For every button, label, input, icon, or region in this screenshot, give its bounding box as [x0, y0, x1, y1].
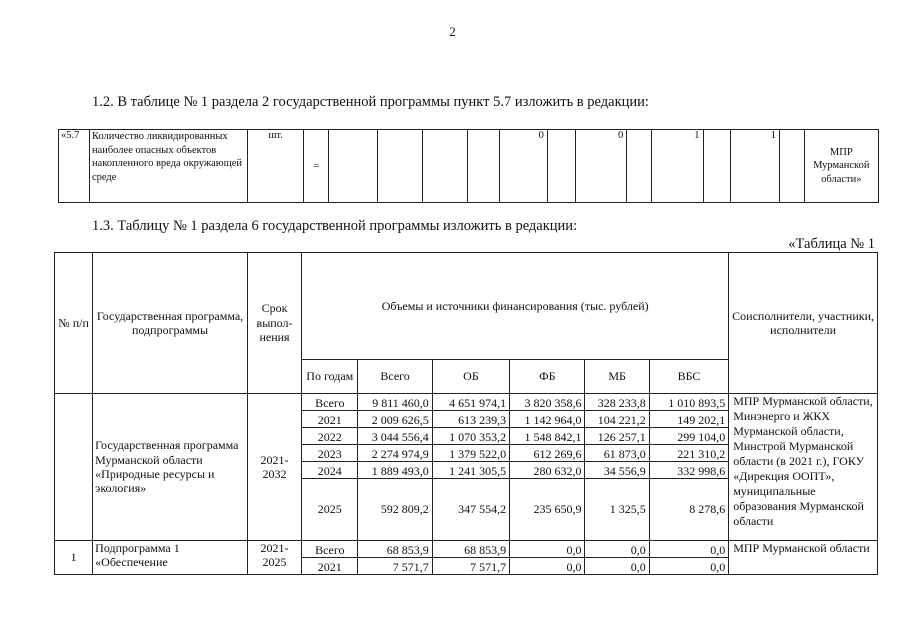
ob-cell: 7 571,7: [432, 558, 509, 575]
vbs-cell: 299 104,0: [649, 428, 728, 445]
value-cell: [779, 130, 804, 203]
value-cell: 0: [575, 130, 627, 203]
fb-cell: 1 548 842,1: [510, 428, 585, 445]
header-ob: ОБ: [432, 360, 509, 394]
value-cell: 0: [500, 130, 547, 203]
mb-cell: 104 221,2: [585, 411, 649, 428]
year-cell: 2021: [302, 558, 358, 575]
total-cell: 2 274 974,9: [358, 445, 432, 462]
table-item-5-7: [58, 129, 879, 203]
paragraph-1-2: 1.2. В таблице № 1 раздела 2 государственной программы пункт 5.7 изложить в редакции:: [92, 94, 649, 110]
eq-cell: =: [304, 130, 329, 203]
responsible-cell: МПР Мурманской области»: [804, 130, 878, 203]
subprogram-num: 1: [55, 541, 93, 575]
fb-cell: 235 650,9: [510, 479, 585, 541]
vbs-cell: 149 202,1: [649, 411, 728, 428]
mb-cell: 0,0: [585, 541, 649, 558]
total-cell: 68 853,9: [358, 541, 432, 558]
fb-cell: 612 269,6: [510, 445, 585, 462]
mb-cell: 1 325,5: [585, 479, 649, 541]
value-cell: [703, 130, 731, 203]
header-vbs: ВБС: [649, 360, 728, 394]
fb-cell: 0,0: [510, 558, 585, 575]
table-row: [55, 394, 878, 411]
subprogram-name: Подпрограмма 1 «Обеспечение: [93, 541, 248, 575]
page-number: 2: [449, 24, 456, 39]
value-cell: [377, 130, 422, 203]
mb-cell: 328 233,8: [585, 394, 649, 411]
header-by-year: По годам: [302, 360, 358, 394]
value-cell: [468, 130, 500, 203]
year-cell: 2024: [302, 462, 358, 479]
header-term: Срок выпол-нения: [247, 253, 301, 394]
vbs-cell: 0,0: [649, 558, 728, 575]
header-total: Всего: [358, 360, 432, 394]
paragraph-1-3: 1.3. Таблицу № 1 раздела 6 государственной программы изложить в редакции:: [92, 218, 578, 234]
value-cell: [547, 130, 575, 203]
ob-cell: 613 239,3: [432, 411, 509, 428]
program-name: Государственная программа Мурманской области «Природные ресурсы и экология»: [93, 394, 248, 541]
indicator-name: Количество ликвидированных наиболее опасных объектов накопленного вреда окружающей среде: [89, 130, 247, 203]
year-cell: Всего: [302, 541, 358, 558]
vbs-cell: 332 998,6: [649, 462, 728, 479]
year-cell: 2022: [302, 428, 358, 445]
mb-cell: 34 556,9: [585, 462, 649, 479]
subprogram-term: 2021-2025: [247, 541, 301, 575]
mb-cell: 0,0: [585, 558, 649, 575]
table-row: [59, 130, 879, 203]
fb-cell: 1 142 964,0: [510, 411, 585, 428]
ob-cell: 1 070 353,2: [432, 428, 509, 445]
unit-cell: шт.: [247, 130, 304, 203]
ob-cell: 68 853,9: [432, 541, 509, 558]
vbs-cell: 8 278,6: [649, 479, 728, 541]
ob-cell: 1 379 522,0: [432, 445, 509, 462]
header-executors: Соисполнители, участники, исполнители: [729, 253, 878, 394]
value-cell: [329, 130, 377, 203]
mb-cell: 126 257,1: [585, 428, 649, 445]
program-term: 2021-2032: [247, 394, 301, 541]
subprogram-executors: МПР Мурманской области: [729, 541, 878, 575]
header-num: № п/п: [55, 253, 93, 394]
total-cell: 7 571,7: [358, 558, 432, 575]
item-number: «5.7: [59, 130, 90, 203]
total-cell: 3 044 556,4: [358, 428, 432, 445]
value-cell: [423, 130, 468, 203]
fb-cell: 280 632,0: [510, 462, 585, 479]
ob-cell: 4 651 974,1: [432, 394, 509, 411]
table-label: «Таблица № 1: [788, 236, 875, 252]
vbs-cell: 221 310,2: [649, 445, 728, 462]
program-num: [55, 394, 93, 541]
total-cell: 592 809,2: [358, 479, 432, 541]
table-row: [55, 541, 878, 558]
header-row: [55, 253, 878, 360]
fb-cell: 3 820 358,6: [510, 394, 585, 411]
vbs-cell: 1 010 893,5: [649, 394, 728, 411]
total-cell: 1 889 493,0: [358, 462, 432, 479]
program-executors: МПР Мурманской области, Минэнерго и ЖКХ Мурманской области, Минстрой Мурманской области (в 2021 г.), ГОКУ «Дирекция ООПТ», муниципальные образования Мурманской области: [729, 394, 878, 541]
header-mb: МБ: [585, 360, 649, 394]
year-cell: 2025: [302, 479, 358, 541]
mb-cell: 61 873,0: [585, 445, 649, 462]
year-cell: 2021: [302, 411, 358, 428]
year-cell: 2023: [302, 445, 358, 462]
value-cell: 1: [731, 130, 779, 203]
financing-table: [54, 252, 878, 575]
value-cell: [627, 130, 652, 203]
fb-cell: 0,0: [510, 541, 585, 558]
vbs-cell: 0,0: [649, 541, 728, 558]
ob-cell: 347 554,2: [432, 479, 509, 541]
header-program: Государственная программа, подпрограммы: [93, 253, 248, 394]
year-cell: Всего: [302, 394, 358, 411]
total-cell: 2 009 626,5: [358, 411, 432, 428]
ob-cell: 1 241 305,5: [432, 462, 509, 479]
value-cell: 1: [651, 130, 703, 203]
header-fb: ФБ: [510, 360, 585, 394]
header-funding: Объемы и источники финансирования (тыс. рублей): [302, 253, 729, 360]
total-cell: 9 811 460,0: [358, 394, 432, 411]
